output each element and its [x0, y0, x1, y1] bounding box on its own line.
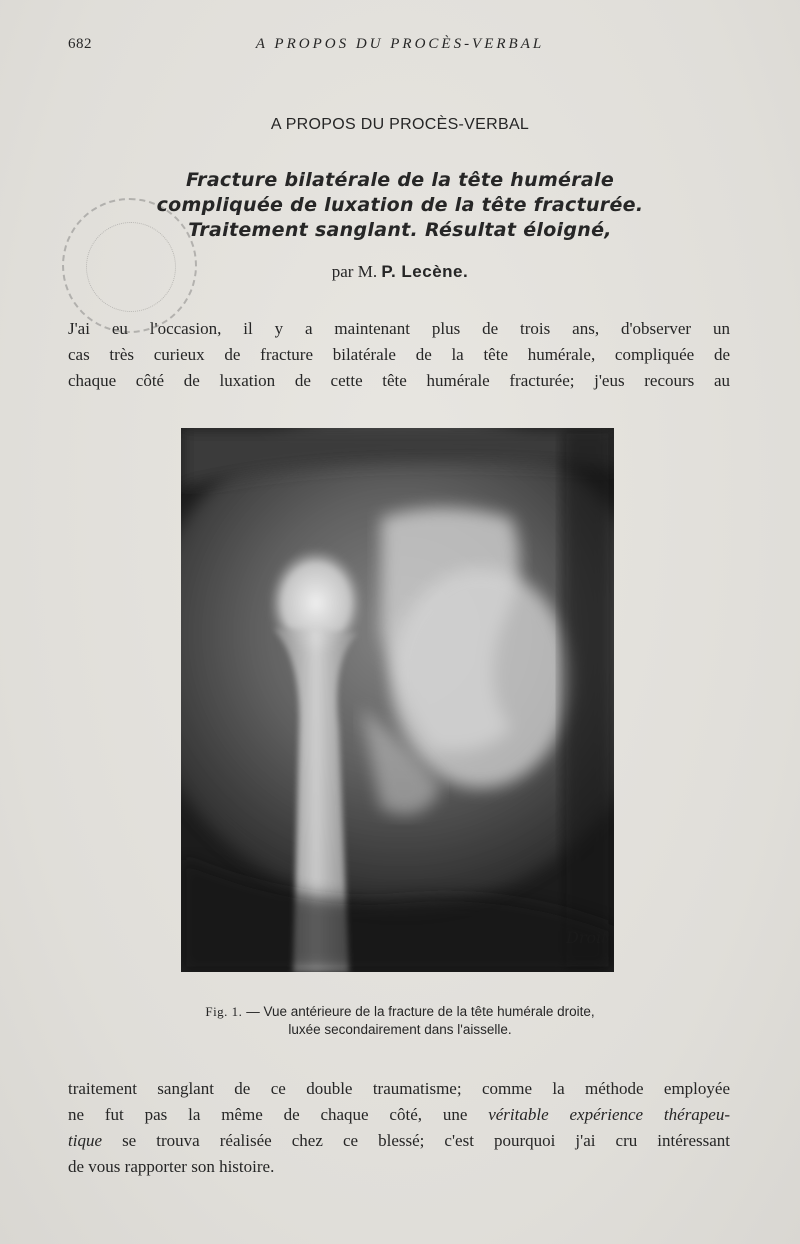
article-title-line-2: compliquée de luxation de la tête fracturée.: [156, 194, 644, 216]
italic-phrase: véritable expérience thérapeu-: [488, 1105, 731, 1124]
running-head: [0, 36, 800, 60]
article-title-line-3: Traitement sanglant. Résultat éloigné,: [188, 219, 612, 241]
paragraph-line: chaque côté de luxation de cette tête humérale fracturée; j'eus recours au: [68, 371, 730, 390]
paragraph-line: [68, 1128, 730, 1154]
page-number: 682: [68, 36, 92, 52]
article-title: [0, 168, 800, 243]
byline-author: P. Lecène.: [381, 262, 469, 281]
byline-prefix: par M.: [331, 262, 378, 281]
byline: [0, 262, 800, 282]
paragraph-text: ne fut pas la même de chaque côté, une: [68, 1105, 468, 1124]
caption-line-1: — Vue antérieure de la fracture de la tête humérale droite,: [246, 1004, 595, 1019]
paragraph-text: se trouva réalisée chez ce blessé; c'est pourquoi j'ai cru intéressant: [122, 1131, 731, 1150]
section-heading: A PROPOS DU PROCÈS-VERBAL: [270, 116, 530, 133]
caption-line-2: luxée secondairement dans l'aisselle.: [288, 1022, 512, 1037]
xray-figure: [181, 428, 614, 972]
xray-image: [181, 428, 614, 972]
paragraph-line: de vous rapporter son histoire.: [68, 1157, 275, 1176]
running-title: A PROPOS DU PROCÈS-VERBAL: [255, 36, 545, 52]
paragraph-line: cas très curieux de fracture bilatérale de la tête humérale, compliquée de: [68, 345, 730, 364]
paragraph-intro: [68, 316, 730, 394]
article-title-line-1: Fracture bilatérale de la tête humérale: [185, 169, 615, 191]
figure-label: Fig. 1.: [205, 1004, 243, 1019]
paragraph-line: traitement sanglant de ce double traumatisme; comme la méthode employée: [68, 1079, 730, 1098]
paragraph-line: J'ai eu l'occasion, il y a maintenant plus de trois ans, d'observer un: [68, 319, 730, 338]
figure-caption: [0, 1003, 800, 1039]
paragraph-line: [68, 1102, 730, 1128]
xray-annotation: Droit: [566, 928, 608, 947]
paragraph-continued: [68, 1076, 730, 1180]
italic-phrase: tique: [68, 1131, 102, 1150]
